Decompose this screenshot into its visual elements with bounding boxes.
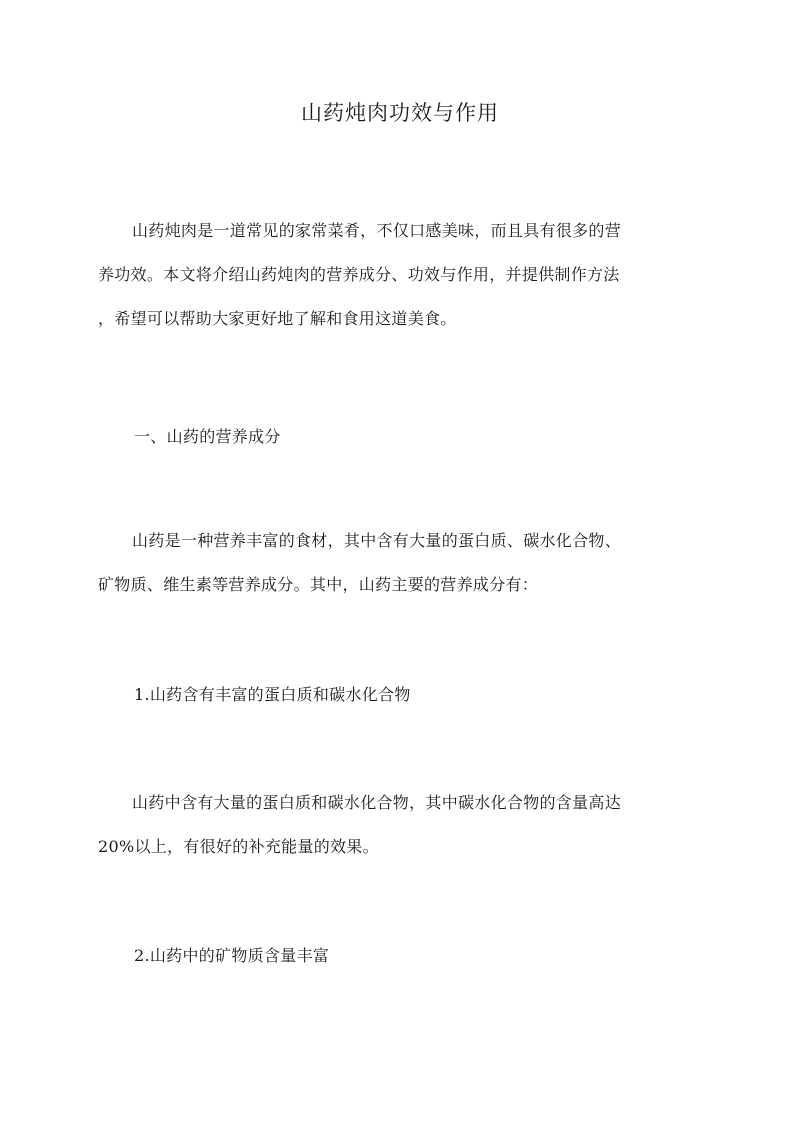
section-heading-nutrition: 一、山药的营养成分 [134, 427, 281, 446]
protein-carbs-line-2: 20%以上，有很好的补充能量的效果。 [98, 837, 379, 856]
page-title: 山药炖肉功效与作用 [301, 101, 499, 125]
protein-carbs-line-1: 山药中含有大量的蛋白质和碳水化合物，其中碳水化合物的含量高达 [132, 793, 622, 812]
nutrition-line-1: 山药是一种营养丰富的食材，其中含有大量的蛋白质、碳水化合物、 [132, 531, 622, 550]
intro-line-2: 养功效。本文将介绍山药炖肉的营养成分、功效与作用，并提供制作方法 [98, 265, 620, 284]
subheading-minerals: 2.山药中的矿物质含量丰富 [134, 946, 330, 965]
protein-carbs-paragraph [98, 781, 702, 869]
subheading-protein-carbs: 1.山药含有丰富的蛋白质和碳水化合物 [134, 685, 411, 704]
intro-paragraph [98, 209, 702, 341]
intro-line-1: 山药炖肉是一道常见的家常菜肴，不仅口感美味，而且具有很多的营 [132, 221, 622, 240]
intro-line-3: ，希望可以帮助大家更好地了解和食用这道美食。 [98, 309, 457, 328]
nutrition-paragraph [98, 519, 702, 607]
nutrition-line-2: 矿物质、维生素等营养成分。其中，山药主要的营养成分有： [98, 575, 539, 594]
